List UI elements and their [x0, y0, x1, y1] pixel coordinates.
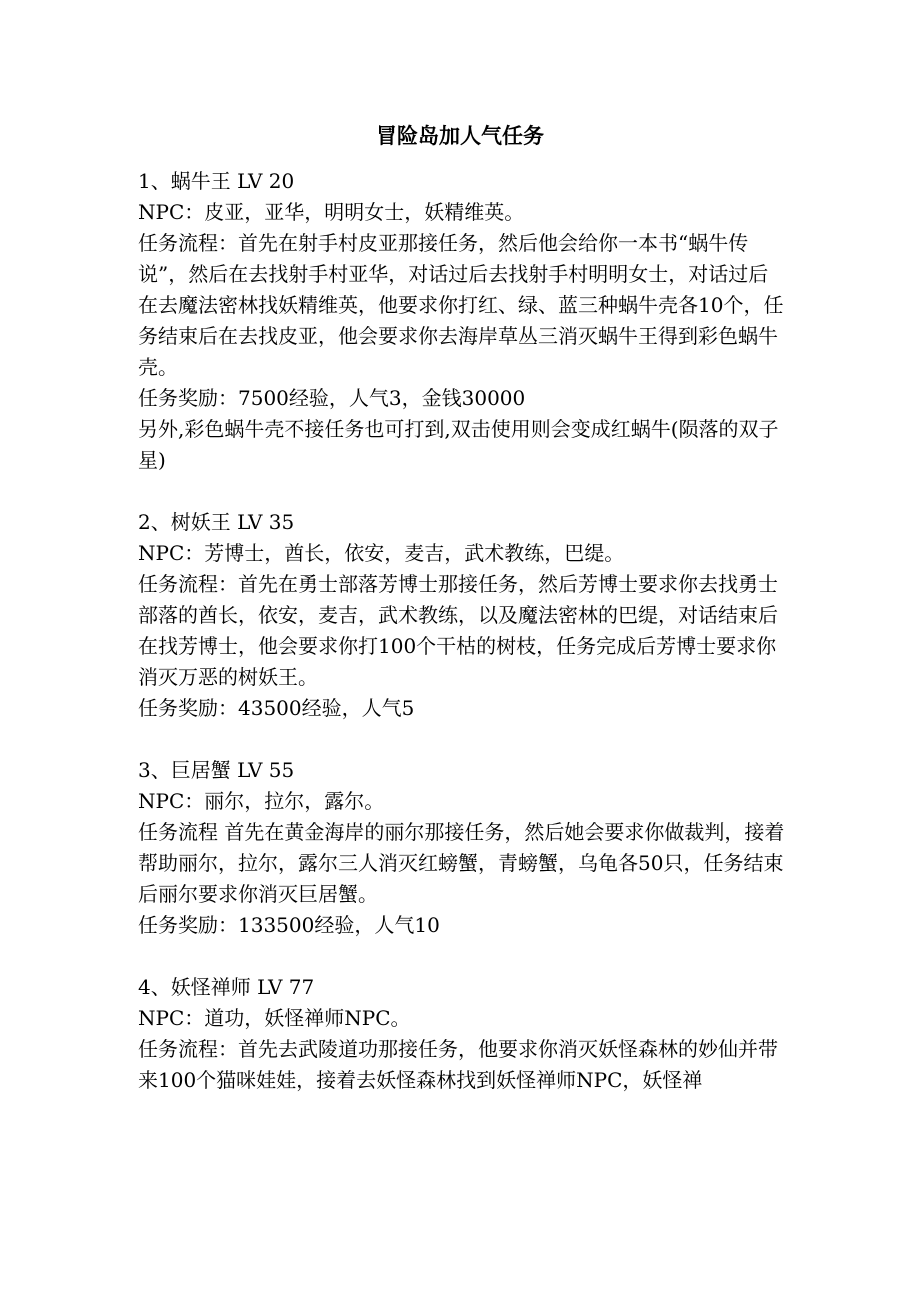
quest-heading: 4、妖怪禅师 LV 77: [138, 975, 315, 999]
quest-reward: 任务奖励：43500经验，人气5: [138, 696, 415, 720]
document-body: [138, 166, 788, 1096]
quest-section-1: [138, 166, 788, 476]
quest-npc: NPC：丽尔，拉尔，露尔。: [138, 789, 385, 813]
quest-section-2: [138, 507, 788, 724]
quest-note: 另外,彩色蜗牛壳不接任务也可打到,双击使用则会变成红蜗牛(陨落的双子星): [138, 417, 779, 472]
quest-process: 任务流程 首先在黄金海岸的丽尔那接任务，然后她会要求你做裁判，接着帮助丽尔，拉尔，露尔三人消灭红螃蟹，青螃蟹，乌龟各50只，任务结束后丽尔要求你消灭巨居蟹。: [138, 820, 785, 906]
quest-section-4: [138, 972, 788, 1096]
quest-heading: 1、蜗牛王 LV 20: [138, 169, 295, 193]
quest-heading: 3、巨居蟹 LV 55: [138, 758, 295, 782]
quest-process: 任务流程：首先在射手村皮亚那接任务，然后他会给你一本书“蜗牛传说”，然后在去找射手村亚华，对话过后去找射手村明明女士，对话过后在去魔法密林找妖精维英，他要求你打红、绿、蓝三种蜗牛壳各10个，任务结束后在去找皮亚，他会要求你去海岸草丛三消灭蜗牛王得到彩色蜗牛壳。: [138, 231, 784, 379]
quest-reward: 任务奖励：7500经验，人气3，金钱30000: [138, 386, 526, 410]
quest-heading: 2、树妖王 LV 35: [138, 510, 295, 534]
document-title: 冒险岛加人气任务: [376, 123, 544, 148]
quest-section-3: [138, 755, 788, 941]
quest-process: 任务流程：首先在勇士部落芳博士那接任务，然后芳博士要求你去找勇士部落的酋长，依安，麦吉，武术教练，以及魔法密林的巴缇，对话结束后在找芳博士，他会要求你打100个干枯的树枝，任务完成后芳博士要求你消灭万恶的树妖王。: [138, 572, 778, 689]
quest-npc: NPC：芳博士，酋长，依安，麦吉，武术教练，巴缇。: [138, 541, 625, 565]
quest-npc: NPC：皮亚，亚华，明明女士，妖精维英。: [138, 200, 525, 224]
quest-process: 任务流程：首先去武陵道功那接任务，他要求你消灭妖怪森林的妙仙并带来100个猫咪娃娃，接着去妖怪森林找到妖怪禅师NPC，妖怪禅: [138, 1037, 778, 1092]
quest-reward: 任务奖励：133500经验，人气10: [138, 913, 440, 937]
quest-npc: NPC：道功，妖怪禅师NPC。: [138, 1006, 411, 1030]
